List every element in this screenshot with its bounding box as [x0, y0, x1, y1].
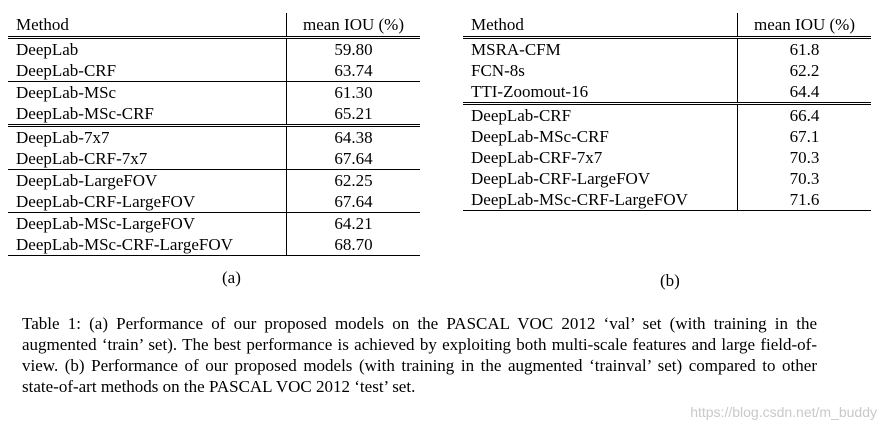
subtable-label-b: (b) — [660, 271, 680, 290]
method-cell: DeepLab-MSc-LargeFOV — [8, 213, 287, 235]
method-cell: DeepLab-CRF-LargeFOV — [471, 169, 651, 188]
miou-cell: 67.1 — [738, 126, 872, 147]
method-cell: DeepLab-CRF — [463, 104, 738, 127]
miou-cell: 62.2 — [738, 60, 872, 81]
miou-cell: 70.3 — [738, 147, 872, 168]
method-column-header: Method — [471, 15, 524, 34]
miou-cell: 64.21 — [287, 213, 421, 235]
method-cell: DeepLab-LargeFOV — [8, 170, 287, 192]
method-cell: DeepLab — [8, 38, 287, 61]
table-row — [463, 189, 871, 211]
results-table-b — [463, 13, 871, 211]
table-row — [8, 213, 420, 235]
results-table-a — [8, 13, 420, 256]
method-cell: DeepLab-CRF-7x7 — [471, 148, 603, 167]
miou-cell: 67.64 — [287, 148, 421, 170]
method-cell: DeepLab-MSc-CRF-LargeFOV — [8, 234, 287, 256]
table-row — [463, 168, 871, 189]
method-cell: DeepLab-MSc-CRF-LargeFOV — [463, 189, 738, 211]
table-row — [463, 81, 871, 104]
miou-column-header: mean IOU (%) — [287, 13, 421, 38]
table-row — [463, 126, 871, 147]
table-row — [463, 104, 871, 127]
miou-cell: 66.4 — [738, 104, 872, 127]
miou-cell: 61.30 — [287, 82, 421, 104]
table-caption: Table 1: (a) Performance of our proposed models on the PASCAL VOC 2012 ‘val’ set (with training in the augmented ‘train’ set). The best performance is achieved by exploiting both multi-scale features and large field-of-view. (b) Performance of our proposed models (with training in the augmented ‘trainval’ set) compared to other state-of-art methods on the PASCAL VOC 2012 ‘test’ set. — [22, 314, 817, 396]
table-row — [8, 191, 420, 213]
miou-cell: 65.21 — [287, 103, 421, 126]
miou-column-header: mean IOU (%) — [738, 13, 872, 38]
table-row — [463, 60, 871, 81]
method-cell: TTI-Zoomout-16 — [471, 82, 589, 101]
miou-cell: 59.80 — [287, 38, 421, 61]
table-row — [8, 170, 420, 192]
method-cell: DeepLab-MSc-CRF — [471, 127, 609, 146]
table-row — [8, 103, 420, 126]
table-row — [463, 38, 871, 61]
miou-cell: 61.8 — [738, 38, 872, 61]
miou-cell: 64.4 — [738, 81, 872, 104]
miou-cell: 67.64 — [287, 191, 421, 213]
table-header-row — [8, 13, 420, 38]
table-row — [8, 82, 420, 104]
table-row — [8, 126, 420, 149]
table-row — [8, 234, 420, 256]
miou-cell: 70.3 — [738, 168, 872, 189]
table-header-row — [463, 13, 871, 38]
table-row — [8, 38, 420, 61]
method-cell: DeepLab-CRF-LargeFOV — [16, 192, 196, 211]
method-cell: DeepLab-CRF-7x7 — [16, 149, 148, 168]
method-cell: FCN-8s — [471, 61, 525, 80]
miou-cell: 62.25 — [287, 170, 421, 192]
watermark-url: https://blog.csdn.net/m_buddy — [690, 404, 877, 420]
table-row — [8, 60, 420, 82]
method-cell: DeepLab-CRF — [16, 61, 117, 80]
method-cell: DeepLab-MSc — [8, 82, 287, 104]
method-cell: DeepLab-MSc-CRF — [16, 104, 154, 123]
table-row — [8, 148, 420, 170]
method-cell: DeepLab-7x7 — [8, 126, 287, 149]
method-column-header: Method — [16, 15, 69, 34]
miou-cell: 64.38 — [287, 126, 421, 149]
miou-cell: 71.6 — [738, 189, 872, 211]
miou-cell: 68.70 — [287, 234, 421, 256]
table-row — [463, 147, 871, 168]
miou-cell: 63.74 — [287, 60, 421, 82]
method-cell: MSRA-CFM — [463, 38, 738, 61]
subtable-label-a: (a) — [222, 268, 241, 287]
